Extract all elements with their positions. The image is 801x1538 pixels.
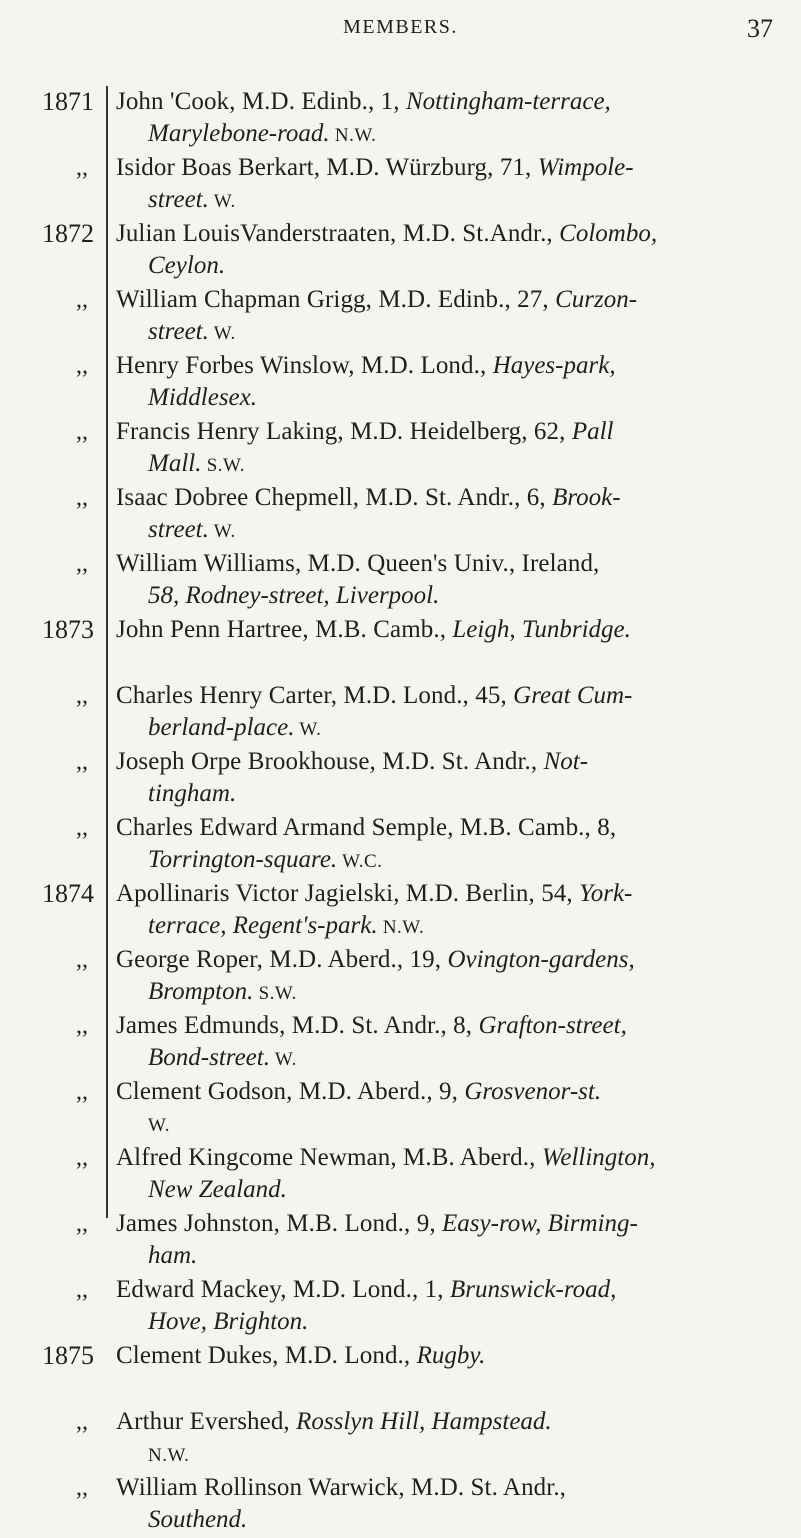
- member-entry: [116, 878, 784, 944]
- year-label: ,,: [76, 551, 88, 577]
- member-name-degree: Clement Dukes, M.D. Lond.,: [116, 1342, 417, 1369]
- year-label: 1873: [42, 615, 94, 644]
- column-rule: [106, 86, 108, 1218]
- entry-line-1: [116, 482, 784, 514]
- member-name-degree: George Roper, M.D. Aberd., 19,: [116, 946, 448, 973]
- entry-line-2: [116, 976, 784, 1010]
- address-italic: Not-: [543, 748, 589, 775]
- member-name-degree: John 'Cook, M.D. Edinb., 1,: [116, 88, 406, 115]
- entry-line-1: [116, 152, 784, 184]
- member-entry: [116, 86, 784, 152]
- entry-line-1: [116, 1406, 784, 1438]
- entry-line-2: [116, 1174, 784, 1208]
- year-label: ,,: [76, 1079, 88, 1105]
- address-continued: Bond-street.: [148, 1044, 270, 1071]
- entry-line-1: [116, 1472, 784, 1504]
- member-name-degree: Joseph Orpe Brookhouse, M.D. St. Andr.,: [116, 748, 544, 775]
- member-entry: [116, 680, 784, 746]
- entry-line-2: [116, 1504, 784, 1538]
- address-italic: Easy-row, Birming-: [442, 1210, 638, 1237]
- entry-line-2: [116, 910, 784, 944]
- postal-district: N.W.: [377, 917, 425, 938]
- address-italic: York-: [579, 880, 633, 907]
- entry-line-1: [116, 284, 784, 316]
- address-continued: 58, Rodney-street, Liverpool.: [148, 582, 440, 609]
- member-entry: [116, 1472, 784, 1538]
- postal-district: N.W.: [329, 125, 377, 146]
- entry-line-1: [116, 746, 784, 778]
- entry-line-2: [116, 844, 784, 878]
- address-italic: Grafton-street,: [478, 1012, 627, 1039]
- postal-district: W.: [148, 1115, 170, 1136]
- entry-line-1: [116, 548, 784, 580]
- address-continued: Mall.: [148, 450, 202, 477]
- entry-line-1: [116, 1076, 784, 1108]
- member-entry: [116, 944, 784, 1010]
- member-name-degree: William Chapman Grigg, M.D. Edinb., 27,: [116, 286, 556, 313]
- address-italic: Wellington,: [541, 1144, 656, 1171]
- entry-line-2: [116, 1438, 784, 1472]
- address-continued: ham.: [148, 1242, 198, 1269]
- address-italic: Brook-: [552, 484, 621, 511]
- member-entry: [116, 218, 784, 284]
- address-italic: Leigh, Tunbridge.: [452, 616, 631, 643]
- entry-line-1: [116, 614, 784, 646]
- address-continued: street.: [148, 186, 209, 213]
- member-name-degree: William Williams, M.D. Queen's Univ., Ireland,: [116, 550, 600, 577]
- entry-line-2: [116, 712, 784, 746]
- year-label: ,,: [76, 353, 88, 379]
- year-label: 1874: [42, 879, 94, 908]
- year-label: ,,: [76, 749, 88, 775]
- entry-line-1: [116, 1340, 784, 1372]
- member-name-degree: Edward Mackey, M.D. Lond., 1,: [116, 1276, 450, 1303]
- address-continued: berland-place.: [148, 714, 295, 741]
- year-label: ,,: [76, 1013, 88, 1039]
- entry-line-1: [116, 944, 784, 976]
- address-continued: Hove, Brighton.: [148, 1308, 309, 1335]
- member-name-degree: William Rollinson Warwick, M.D. St. Andr.,: [116, 1474, 567, 1501]
- year-label: ,,: [76, 155, 88, 181]
- year-label: ,,: [76, 1475, 88, 1501]
- entry-line-1: [116, 86, 784, 118]
- member-name-degree: John Penn Hartree, M.B. Camb.,: [116, 616, 453, 643]
- entry-line-2: [116, 1306, 784, 1340]
- member-entry: [116, 812, 784, 878]
- member-name-degree: Julian LouisVanderstraaten, M.D. St.Andr.,: [116, 220, 560, 247]
- member-entry: [116, 284, 784, 350]
- member-entry: [116, 548, 784, 614]
- address-italic: Ovington-gardens,: [447, 946, 635, 973]
- address-italic: Rugby.: [416, 1342, 486, 1369]
- address-italic: Pall: [571, 418, 614, 445]
- page-number: 37: [747, 14, 773, 43]
- address-continued: Marylebone-road.: [148, 120, 330, 147]
- member-entry: [116, 1076, 784, 1142]
- entry-line-1: [116, 680, 784, 712]
- member-entry: [116, 152, 784, 218]
- address-continued: New Zealand.: [148, 1176, 287, 1203]
- member-name-degree: Henry Forbes Winslow, M.D. Lond.,: [116, 352, 493, 379]
- member-name-degree: James Johnston, M.B. Lond., 9,: [116, 1210, 443, 1237]
- address-continued: Southend.: [148, 1506, 248, 1533]
- member-entry: [116, 350, 784, 416]
- entry-line-1: [116, 812, 784, 844]
- address-continued: Torrington-square.: [148, 846, 338, 873]
- address-italic: Hayes-park,: [492, 352, 616, 379]
- address-continued: tingham.: [148, 780, 237, 807]
- entry-line-2: [116, 184, 784, 218]
- entry-line-2: [116, 514, 784, 548]
- postal-district: W.: [208, 521, 236, 542]
- year-label: ,,: [76, 1211, 88, 1237]
- address-italic: Curzon-: [555, 286, 638, 313]
- member-entry: [116, 416, 784, 482]
- member-entry: [116, 1010, 784, 1076]
- year-label: ,,: [76, 287, 88, 313]
- address-continued: street.: [148, 516, 209, 543]
- entry-line-1: [116, 1142, 784, 1174]
- address-continued: street.: [148, 318, 209, 345]
- member-name-degree: James Edmunds, M.D. St. Andr., 8,: [116, 1012, 479, 1039]
- member-name-degree: Isidor Boas Berkart, M.D. Würzburg, 71,: [116, 154, 538, 181]
- page-header: [0, 14, 801, 54]
- address-italic: Brunswick-road,: [449, 1276, 617, 1303]
- entry-line-2: [116, 250, 784, 284]
- address-italic: Great Cum-: [513, 682, 633, 709]
- address-continued: Middlesex.: [148, 384, 257, 411]
- year-label: ,,: [76, 947, 88, 973]
- member-name-degree: Isaac Dobree Chepmell, M.D. St. Andr., 6,: [116, 484, 553, 511]
- entry-line-1: [116, 350, 784, 382]
- postal-district: W.: [269, 1049, 297, 1070]
- entry-line-1: [116, 218, 784, 250]
- postal-district: W.C.: [337, 851, 383, 872]
- entry-line-2: [116, 1042, 784, 1076]
- member-entry: [116, 1142, 784, 1208]
- member-entry: [116, 482, 784, 548]
- member-name-degree: Alfred Kingcome Newman, M.B. Aberd.,: [116, 1144, 542, 1171]
- member-name-degree: Arthur Evershed,: [116, 1408, 297, 1435]
- address-italic: Colombo,: [559, 220, 658, 247]
- entry-line-1: [116, 878, 784, 910]
- postal-district: N.W.: [148, 1445, 190, 1466]
- member-list: [116, 86, 784, 1538]
- member-name-degree: Clement Godson, M.D. Aberd., 9,: [116, 1078, 465, 1105]
- postal-district: W.: [294, 719, 322, 740]
- year-label: ,,: [76, 419, 88, 445]
- entry-line-2: [116, 1240, 784, 1274]
- entry-line-2: [116, 448, 784, 482]
- member-entry: [116, 614, 784, 680]
- member-entry: [116, 746, 784, 812]
- entry-line-2: [116, 580, 784, 614]
- postal-district: S.W.: [253, 983, 297, 1004]
- member-name-degree: Apollinaris Victor Jagielski, M.D. Berlin, 54,: [116, 880, 580, 907]
- entry-line-2: [116, 382, 784, 416]
- member-entry: [116, 1274, 784, 1340]
- entry-line-2: [116, 118, 784, 152]
- entry-line-1: [116, 1010, 784, 1042]
- entry-line-1: [116, 1208, 784, 1240]
- member-entry: [116, 1340, 784, 1406]
- member-name-degree: Francis Henry Laking, M.D. Heidelberg, 62,: [116, 418, 572, 445]
- address-italic: Rosslyn Hill, Hampstead.: [296, 1408, 552, 1435]
- year-label: 1872: [42, 219, 94, 248]
- member-entry: [116, 1406, 784, 1472]
- address-continued: Ceylon.: [148, 252, 226, 279]
- entry-line-2: [116, 316, 784, 350]
- year-label: ,,: [76, 1409, 88, 1435]
- address-continued: Brompton.: [148, 978, 254, 1005]
- year-label: ,,: [76, 815, 88, 841]
- address-italic: Wimpole-: [537, 154, 634, 181]
- member-name-degree: Charles Henry Carter, M.D. Lond., 45,: [116, 682, 514, 709]
- year-column: [0, 86, 98, 1538]
- running-head: MEMBERS.: [343, 16, 458, 38]
- entry-line-2: [116, 1108, 784, 1142]
- address-italic: Nottingham-terrace,: [405, 88, 611, 115]
- address-continued: terrace, Regent's-park.: [148, 912, 378, 939]
- entry-line-2: [116, 778, 784, 812]
- entry-line-1: [116, 416, 784, 448]
- postal-district: W.: [208, 191, 236, 212]
- member-entry: [116, 1208, 784, 1274]
- postal-district: S.W.: [201, 455, 245, 476]
- year-label: 1875: [42, 1341, 94, 1370]
- year-label: ,,: [76, 1277, 88, 1303]
- entry-line-1: [116, 1274, 784, 1306]
- address-italic: Grosvenor-st.: [464, 1078, 602, 1105]
- year-label: ,,: [76, 1145, 88, 1171]
- year-label: 1871: [42, 87, 94, 116]
- member-name-degree: Charles Edward Armand Semple, M.B. Camb., 8,: [116, 814, 617, 841]
- year-label: ,,: [76, 485, 88, 511]
- year-label: ,,: [76, 683, 88, 709]
- postal-district: W.: [208, 323, 236, 344]
